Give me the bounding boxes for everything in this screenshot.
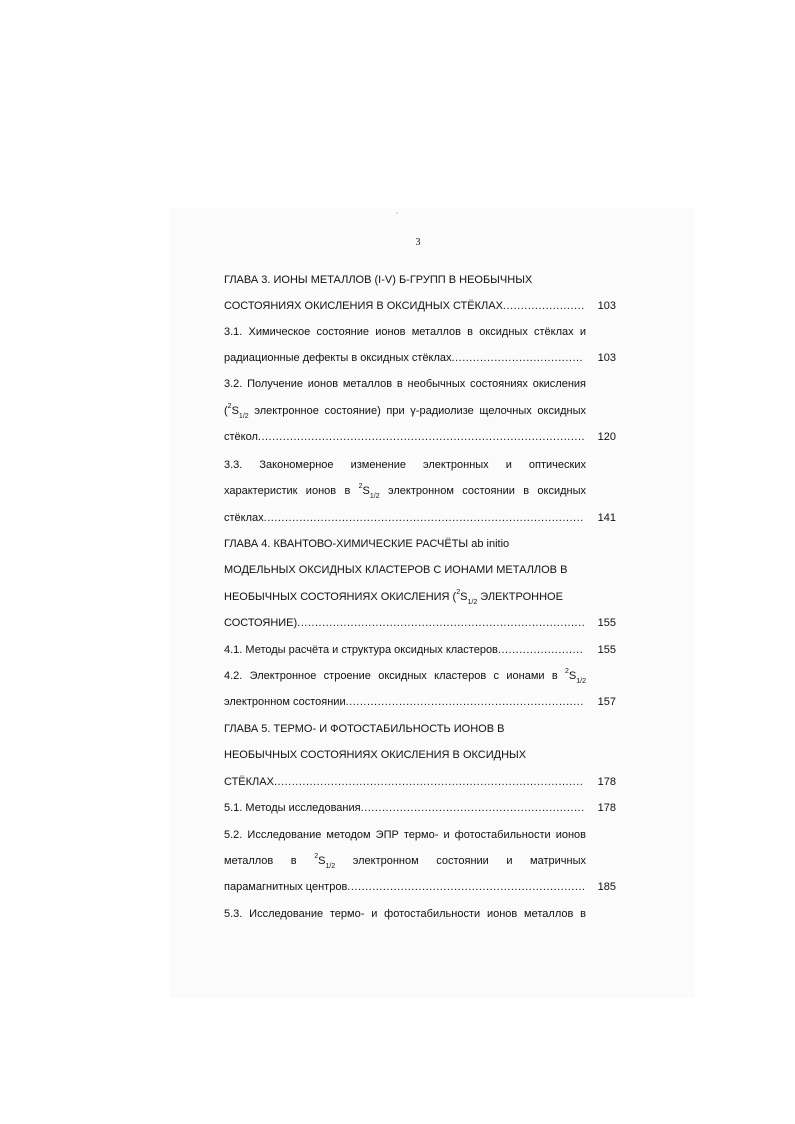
toc-chapter-4-title-cont2: НЕОБЫЧНЫХ СОСТОЯНИЯХ ОКИСЛЕНИЯ ($^2S_{1/2}$ ЭЛЕКТРОННОЕ xyxy=(224,589,563,607)
dot-leader xyxy=(346,692,584,712)
dot-leader xyxy=(297,613,583,633)
toc-section-5-2-title: 5.2. Исследование методом ЭПР термо- и фотостабильности ионов xyxy=(224,829,586,841)
toc-section-3-1-title: 3.1. Химическое состояние ионов металлов в оксидных стёклах и xyxy=(224,326,586,338)
dot-leader xyxy=(264,508,584,528)
toc-page-ref: 103 xyxy=(597,352,616,364)
toc-section-3-2-title-cont: ($^2S_{1/2}$ электронное состояние) при γ-радиолизе щелочных оксидных xyxy=(224,403,586,421)
toc-page-ref: 120 xyxy=(597,431,616,443)
toc-page-ref: 178 xyxy=(597,776,616,788)
dot-leader xyxy=(452,348,584,368)
toc-section-3-3-title: 3.3. Закономерное изменение электронных и оптических xyxy=(224,459,586,471)
toc-section-4-2-title: 4.2. Электронное строение оксидных кластеров с ионами в $^2S_{1/2}$ xyxy=(224,668,586,686)
toc-page-ref: 157 xyxy=(597,696,616,708)
toc-chapter-5-entry[interactable]: СТЁКЛАХ ..... 178 xyxy=(224,772,616,792)
toc-section-3-2-title: 3.2. Получение ионов металлов в необычных состояниях окисления xyxy=(224,378,586,390)
dot-leader xyxy=(274,772,584,792)
toc-chapter-5-title: ГЛАВА 5. ТЕРМО- И ФОТОСТАБИЛЬНОСТЬ ИОНОВ В xyxy=(224,723,505,735)
toc-section-4-1-entry[interactable]: 4.1. Методы расчёта и структура оксидных кластеров ..... 155 xyxy=(224,640,616,660)
toc-page-ref: 155 xyxy=(597,644,616,656)
toc-section-3-2-entry[interactable]: стёкол ..... 120 xyxy=(224,427,616,447)
toc-chapter-4-entry[interactable]: СОСТОЯНИЕ) ..... 155 xyxy=(224,613,616,633)
toc-page-ref: 185 xyxy=(597,881,616,893)
dot-leader xyxy=(347,877,583,897)
toc-section-3-3-title-cont: характеристик ионов в $^2S_{1/2}$ электронном состоянии в оксидных xyxy=(224,483,586,501)
toc-section-5-3-title: 5.3. Исследование термо- и фотостабильности ионов металлов в xyxy=(224,908,586,920)
dot-leader xyxy=(361,798,584,818)
toc-section-5-2-title-cont: металлов в $^2S_{1/2}$ электронном состоянии и матричных xyxy=(224,853,586,871)
toc-section-3-3-entry[interactable]: стёклах ..... 141 xyxy=(224,508,616,528)
toc-chapter-4-title: ГЛАВА 4. КВАНТОВО-ХИМИЧЕСКИЕ РАСЧЁТЫ ab initio xyxy=(224,538,510,550)
scan-speck xyxy=(396,212,398,214)
toc-page-ref: 178 xyxy=(597,802,616,814)
toc-section-4-2-entry[interactable]: электронном состоянии ..... 157 xyxy=(224,692,616,712)
dot-leader xyxy=(258,427,584,447)
toc-page-ref: 141 xyxy=(597,512,616,524)
toc-page-ref: 155 xyxy=(597,617,616,629)
toc-section-3-1-entry[interactable]: радиационные дефекты в оксидных стёклах ..... 103 xyxy=(224,348,616,368)
dot-leader xyxy=(498,640,584,660)
toc-page-ref: 103 xyxy=(597,300,616,312)
dot-leader xyxy=(503,296,584,316)
toc-chapter-5-title-cont: НЕОБЫЧНЫХ СОСТОЯНИЯХ ОКИСЛЕНИЯ В ОКСИДНЫХ xyxy=(224,749,527,761)
toc-section-5-1-entry[interactable]: 5.1. Методы исследования ..... 178 xyxy=(224,798,616,818)
toc-chapter-4-title-cont: МОДЕЛЬНЫХ ОКСИДНЫХ КЛАСТЕРОВ С ИОНАМИ МЕТАЛЛОВ В xyxy=(224,564,568,576)
toc-section-5-2-entry[interactable]: парамагнитных центров ..... 185 xyxy=(224,877,616,897)
toc-chapter-3-title: ГЛАВА 3. ИОНЫ МЕТАЛЛОВ (I-V) Б-ГРУПП В НЕОБЫЧНЫХ xyxy=(224,274,533,286)
page-number: 3 xyxy=(415,237,421,248)
toc-chapter-3-entry[interactable]: СОСТОЯНИЯХ ОКИСЛЕНИЯ В ОКСИДНЫХ СТЁКЛАХ ..... 103 xyxy=(224,296,616,316)
